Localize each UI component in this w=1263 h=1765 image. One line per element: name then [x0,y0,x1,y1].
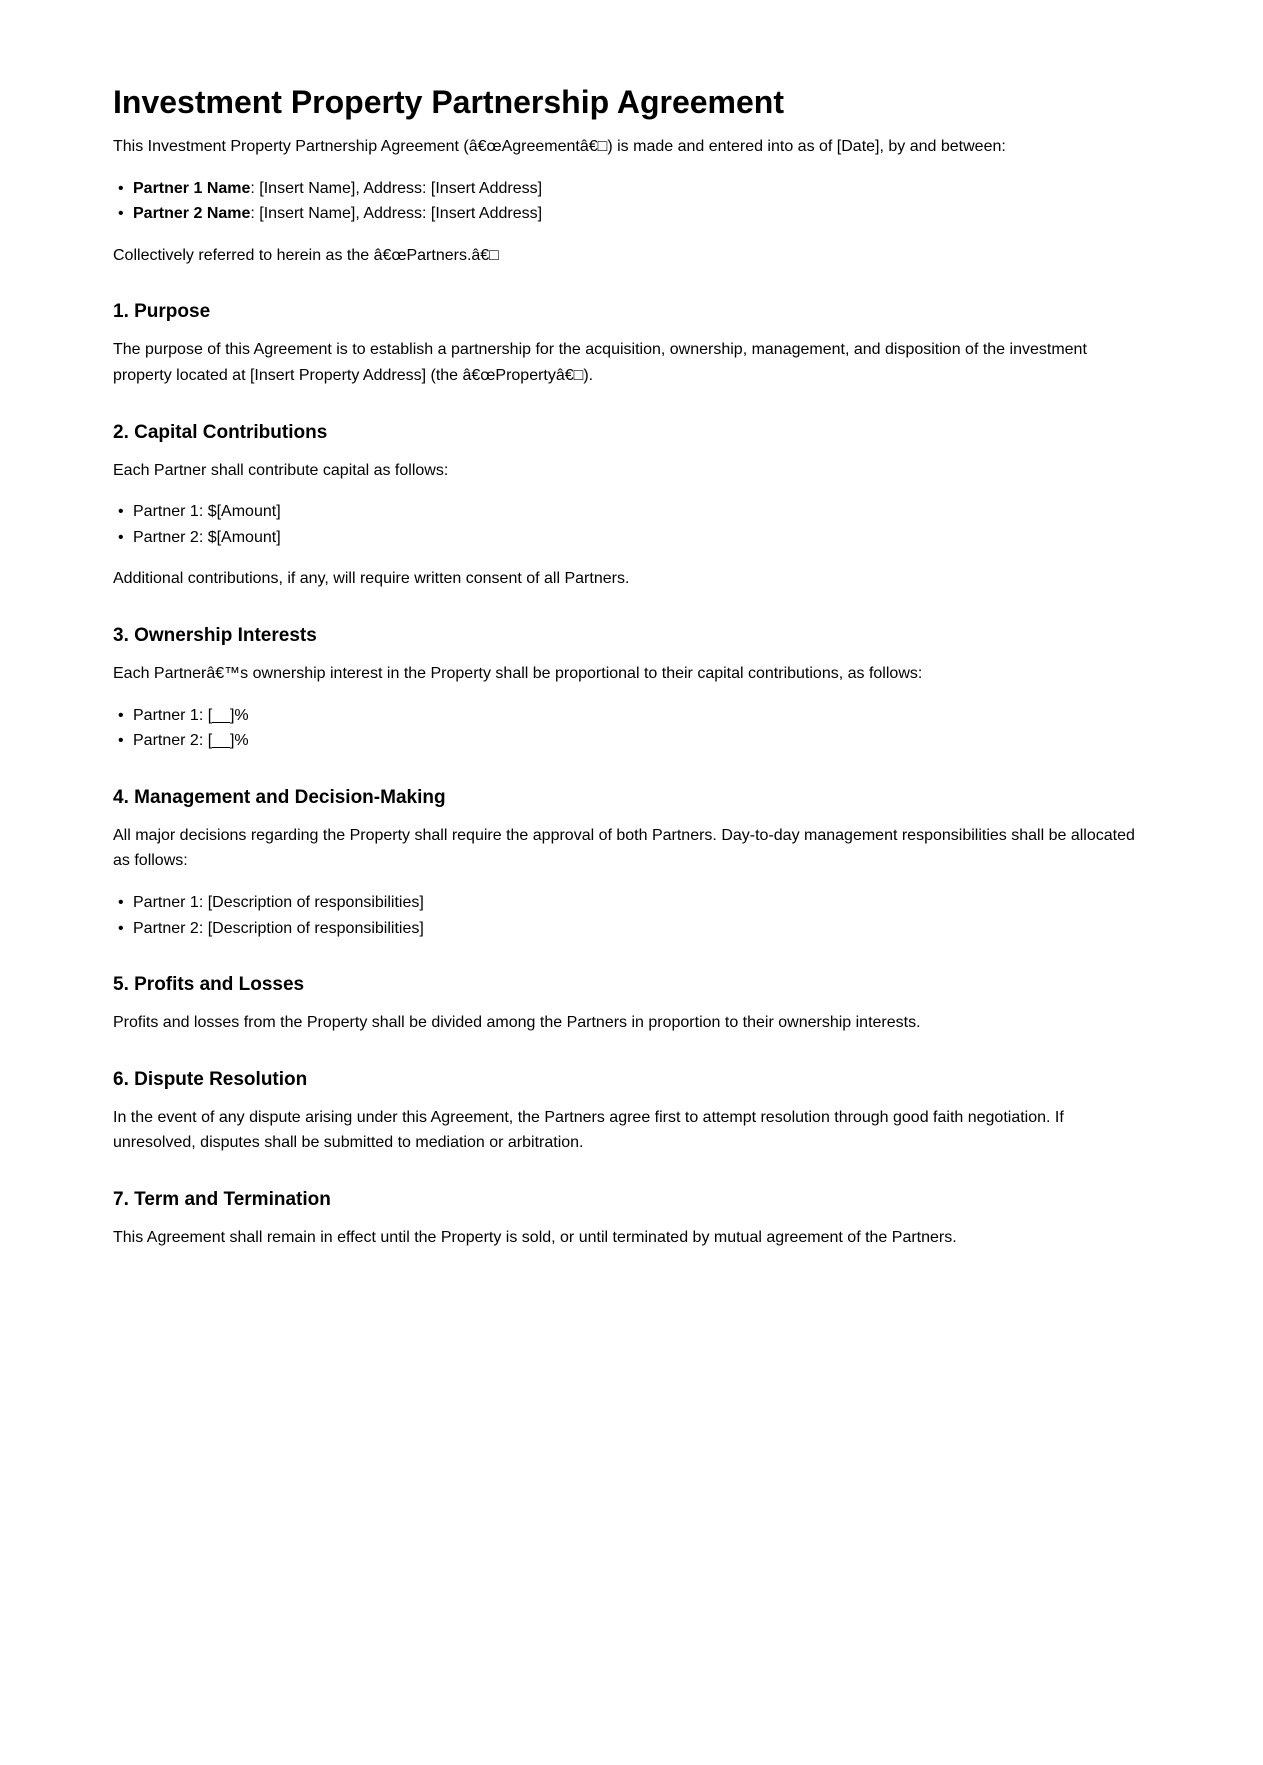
list-item-text: Partner 1: $[Amount] [133,503,281,521]
bullet-icon: • [118,528,124,546]
list-item [118,916,1148,942]
section-heading-ownership-interests: 3. Ownership Interests [113,624,317,646]
bullet-icon: • [118,179,124,197]
list-item [118,703,1148,729]
party-details: : [Insert Name], Address: [Insert Address] [250,205,543,223]
collective-paragraph: Collectively referred to herein as the â€œPartners.â€□ [113,246,499,264]
bullet-icon: • [118,919,124,937]
list-item [118,728,1148,754]
list-item-text: Partner 1: [__]% [133,706,249,724]
intro-paragraph: This Investment Property Partnership Agreement (â€œAgreementâ€□) is made and entered into as of [Date], by and between: [113,138,1006,155]
list-item [118,499,1148,525]
section-heading-term-termination: 7. Term and Termination [113,1188,331,1210]
section-paragraph: Each Partnerâ€™s ownership interest in the Property shall be proportional to their capital contributions, as follows: [113,664,923,682]
party-label: Partner 2 Name [133,205,251,223]
list-item-text: Partner 1: [Description of responsibilities] [133,893,424,911]
section-paragraph: This Agreement shall remain in effect until the Property is sold, or until terminated by mutual agreement of the Partners. [113,1228,957,1246]
list-item-text: Partner 2: [Description of responsibilities] [133,919,424,937]
bullet-icon: • [118,893,124,911]
bullet-icon: • [118,503,124,521]
section-heading-management: 4. Management and Decision-Making [113,786,446,808]
parties-list [113,176,1148,227]
bullet-icon: • [118,732,124,750]
section-heading-profits-losses: 5. Profits and Losses [113,974,305,996]
list-item [118,201,1148,227]
section-heading-purpose: 1. Purpose [113,301,211,323]
responsibilities-list [113,890,1148,941]
section-paragraph: Each Partner shall contribute capital as follows: [113,461,449,479]
list-item [118,176,1148,202]
contributions-list [113,499,1148,550]
section-paragraph: Profits and losses from the Property shall be divided among the Partners in proportion to their ownership interests. [113,1014,921,1032]
list-item-text: Partner 2: $[Amount] [133,528,281,546]
bullet-icon: • [118,205,124,223]
list-item-text: Partner 2: [__]% [133,732,249,750]
party-label: Partner 1 Name [133,179,251,197]
section-paragraph: Additional contributions, if any, will require written consent of all Partners. [113,570,630,588]
section-paragraph: In the event of any dispute arising under this Agreement, the Partners agree first to attempt resolution through good faith negotiation. If unresolved, disputes shall be submitted to mediation or arbitration. [113,1108,1064,1152]
section-paragraph: The purpose of this Agreement is to establish a partnership for the acquisition, ownership, management, and disposition of the investment property located at [Insert Property Address] (the â€œPropertyâ€□). [113,341,1087,384]
document-title: Investment Property Partnership Agreement [113,84,784,120]
bullet-icon: • [118,706,124,724]
section-heading-dispute-resolution: 6. Dispute Resolution [113,1068,308,1090]
section-heading-capital-contributions: 2. Capital Contributions [113,421,328,443]
party-details: : [Insert Name], Address: [Insert Address] [250,179,543,197]
ownership-list [113,703,1148,754]
list-item [118,890,1148,916]
list-item [118,525,1148,551]
section-paragraph: All major decisions regarding the Property shall require the approval of both Partners. Day-to-day management responsibilities shall be allocated as follows: [113,826,1135,870]
